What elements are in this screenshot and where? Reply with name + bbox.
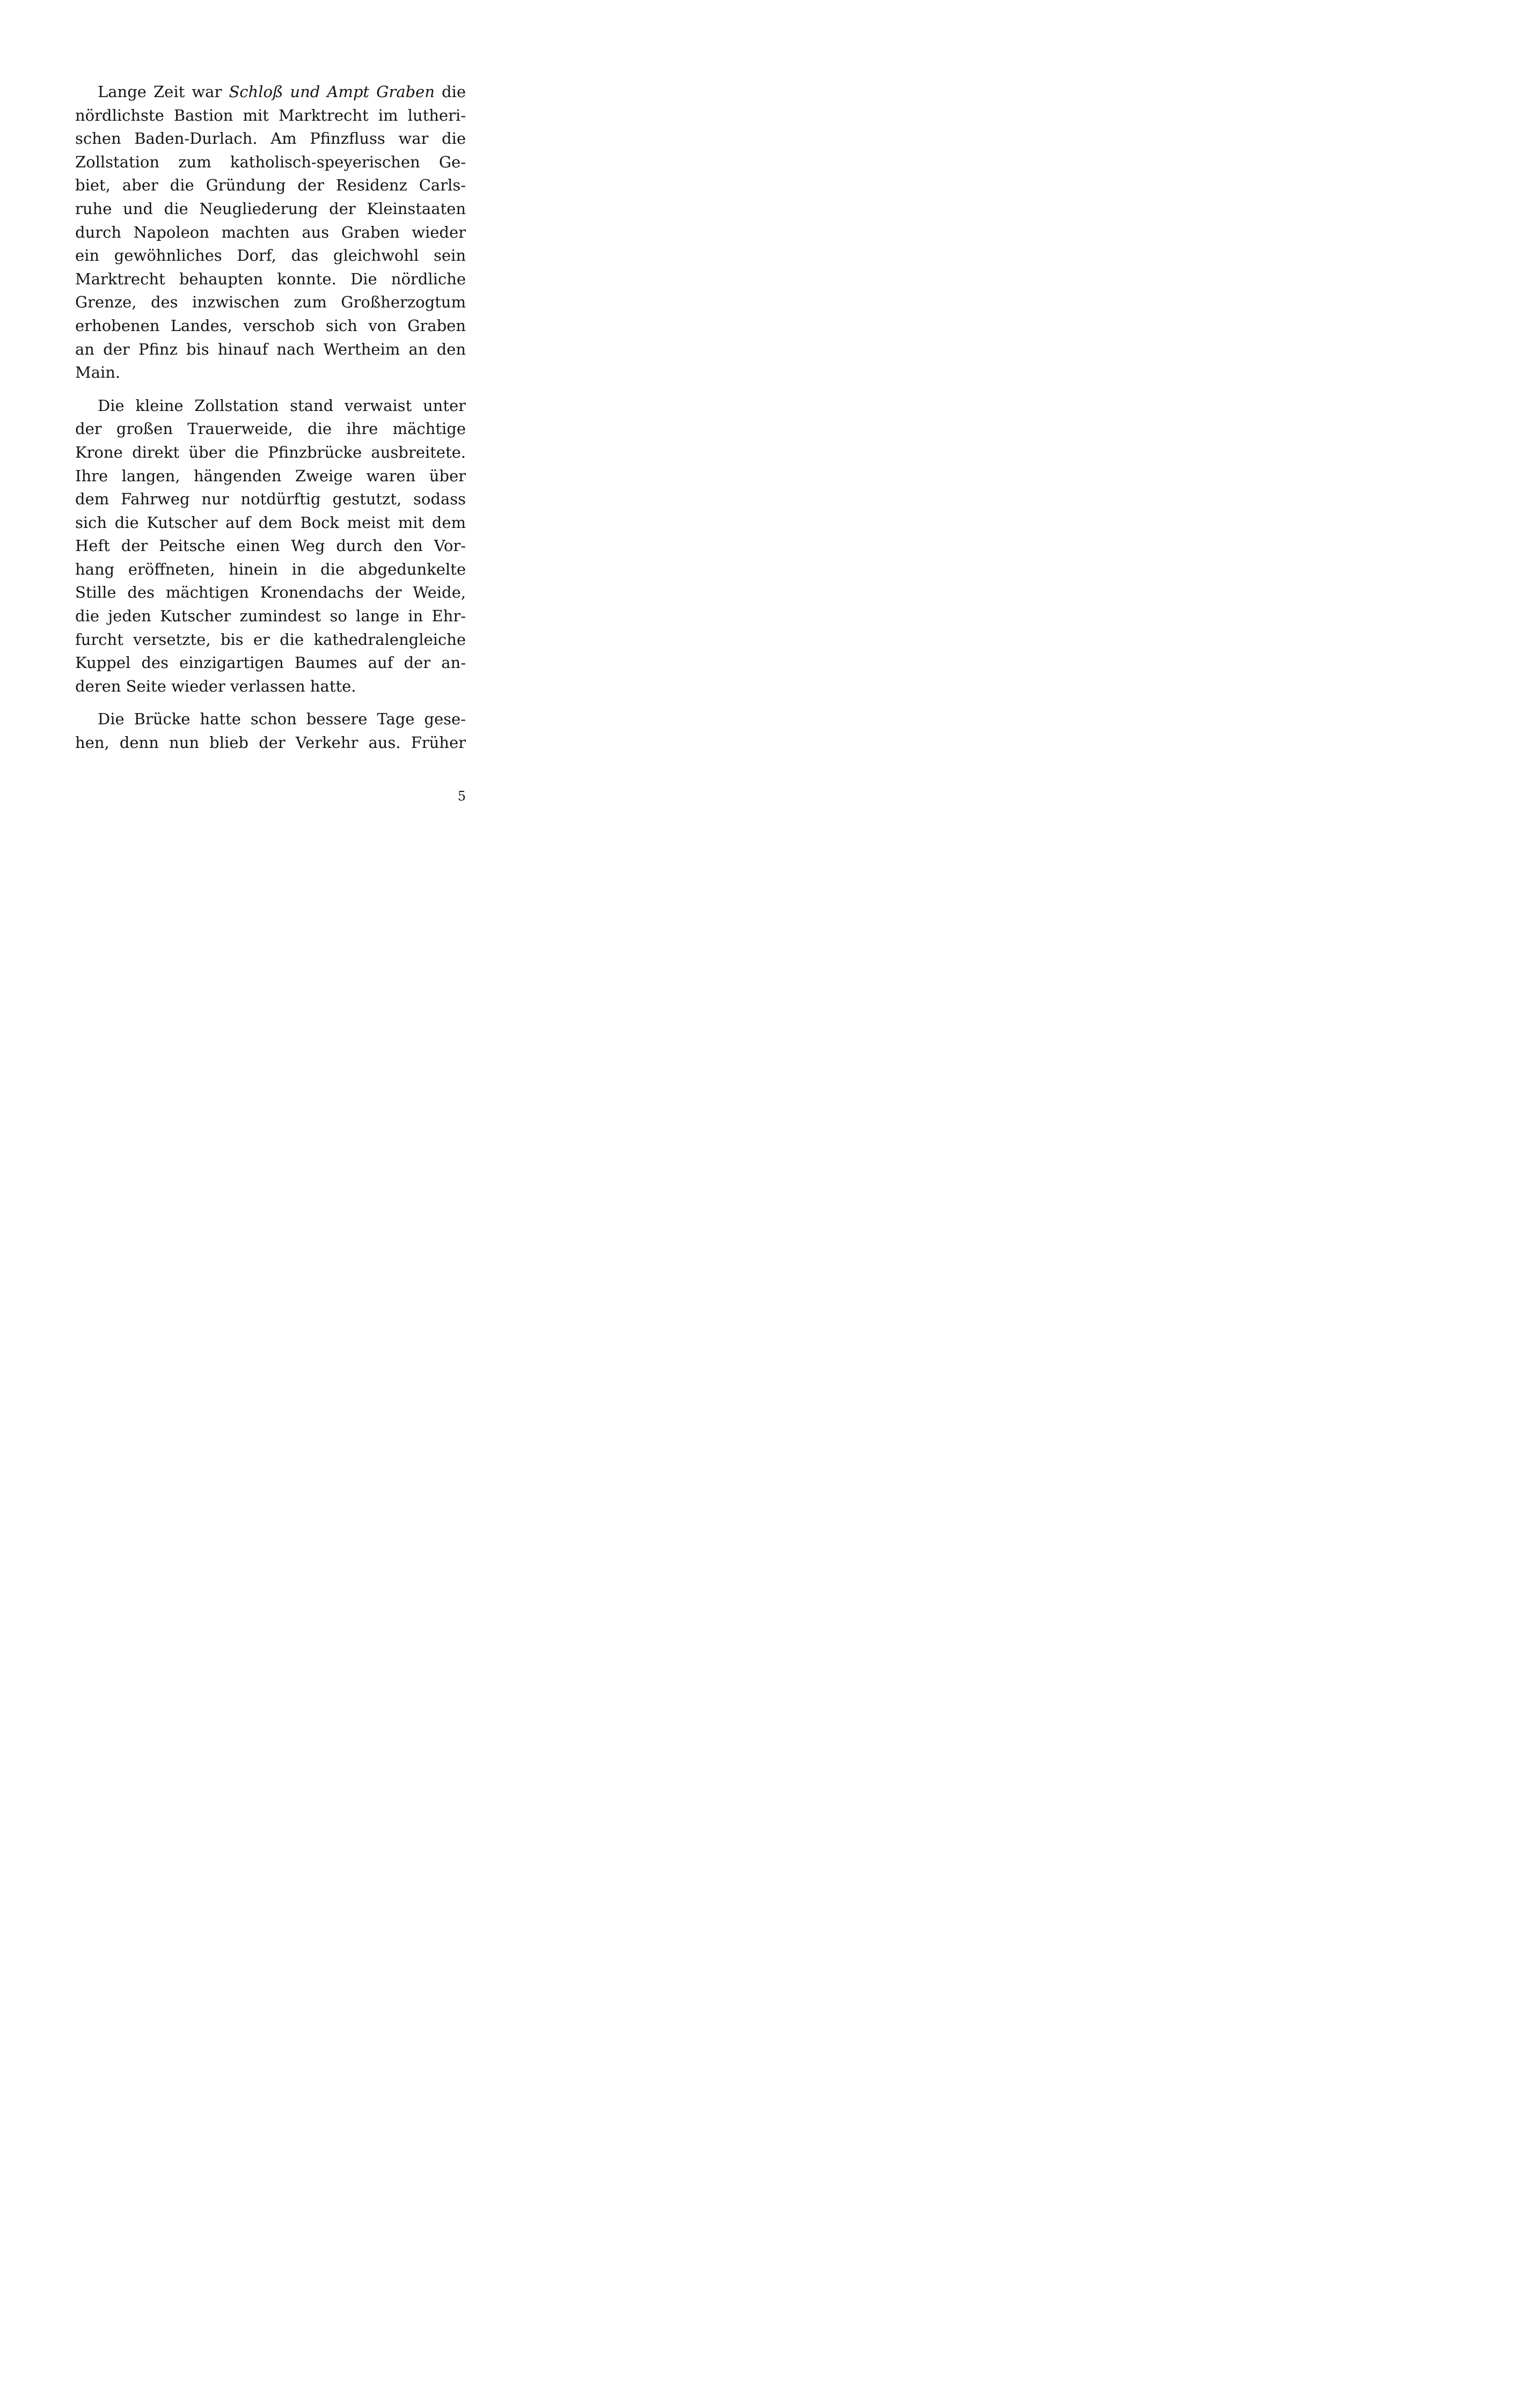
paragraph: [75, 708, 466, 754]
text-line: [75, 675, 466, 699]
text-line: [75, 314, 466, 338]
text-run: Zollstation zum katholisch-speyerischen Ge-: [75, 152, 466, 171]
text-run: Ihre langen, hängenden Zweige waren über: [75, 466, 466, 485]
body-text: [75, 80, 466, 765]
text-run: durch Napoleon machten aus Graben wieder: [75, 223, 466, 241]
text-run: Die Brücke hatte schon bessere Tage gese-: [98, 710, 466, 729]
text-line: [75, 268, 466, 291]
text-line: [75, 174, 466, 197]
text-line: [75, 605, 466, 628]
text-run: Marktrecht behaupten konnte. Die nördliche: [75, 269, 466, 288]
text-line: [75, 361, 466, 385]
text-line: [75, 731, 466, 755]
text-run: furcht versetzte, bis er die kathedralengleiche: [75, 630, 466, 649]
paragraph: [75, 394, 466, 699]
text-run: Lange Zeit war: [98, 83, 229, 101]
text-line: [75, 104, 466, 128]
text-run: schen Baden-Durlach. Am Pfinzfluss war die: [75, 129, 466, 148]
text-line: [75, 127, 466, 151]
text-run: biet, aber die Gründung der Residenz Carls-: [75, 176, 466, 195]
text-line: [75, 651, 466, 675]
text-run: an der Pfinz bis hinauf nach Wertheim an den: [75, 340, 466, 358]
paragraph: [75, 80, 466, 385]
text-run: deren Seite wieder verlassen hatte.: [75, 677, 356, 695]
text-run: der großen Trauerweide, die ihre mächtige: [75, 420, 466, 438]
text-run: hen, denn nun blieb der Verkehr aus. Früher: [75, 733, 466, 752]
text-line: [75, 221, 466, 245]
text-line: [75, 511, 466, 535]
text-run: die: [434, 83, 466, 101]
text-run: Heft der Peitsche einen Weg durch den Vor-: [75, 537, 466, 555]
text-line: [75, 488, 466, 511]
book-page: [0, 0, 537, 853]
text-line: [75, 558, 466, 582]
text-run: ein gewöhnliches Dorf, das gleichwohl sein: [75, 246, 466, 265]
text-run: hang eröffneten, hinein in die abgedunkelte: [75, 560, 466, 578]
text-line: [75, 151, 466, 174]
text-run: sich die Kutscher auf dem Bock meist mit dem: [75, 513, 466, 532]
text-line: [75, 244, 466, 268]
text-line: [75, 581, 466, 605]
text-run: Krone direkt über die Pfinzbrücke ausbreitete.: [75, 443, 466, 461]
text-run: Main.: [75, 363, 121, 382]
text-line: [75, 441, 466, 465]
text-line: [75, 338, 466, 362]
text-line: [75, 291, 466, 314]
text-line: [75, 708, 466, 731]
text-line: [75, 394, 466, 418]
text-run: nördlichste Bastion mit Marktrecht im lutheri-: [75, 106, 466, 124]
italic-text: Schloß und Ampt Graben: [229, 83, 435, 101]
text-line: [75, 628, 466, 652]
page-number: 5: [457, 789, 466, 804]
text-line: [75, 534, 466, 558]
text-line: [75, 465, 466, 488]
text-line: [75, 80, 466, 104]
text-run: Stille des mächtigen Kronendachs der Weide,: [75, 583, 466, 602]
text-run: Grenze, des inzwischen zum Großherzogtum: [75, 293, 466, 312]
text-line: [75, 197, 466, 221]
text-run: erhobenen Landes, verschob sich von Graben: [75, 316, 466, 335]
text-run: Kuppel des einzigartigen Baumes auf der an-: [75, 654, 466, 672]
text-run: ruhe und die Neugliederung der Kleinstaaten: [75, 199, 466, 218]
text-run: dem Fahrweg nur notdürftig gestutzt, sodass: [75, 490, 466, 509]
text-run: Die kleine Zollstation stand verwaist unter: [98, 396, 466, 415]
text-run: die jeden Kutscher zumindest so lange in Ehr-: [75, 607, 466, 626]
text-line: [75, 417, 466, 441]
